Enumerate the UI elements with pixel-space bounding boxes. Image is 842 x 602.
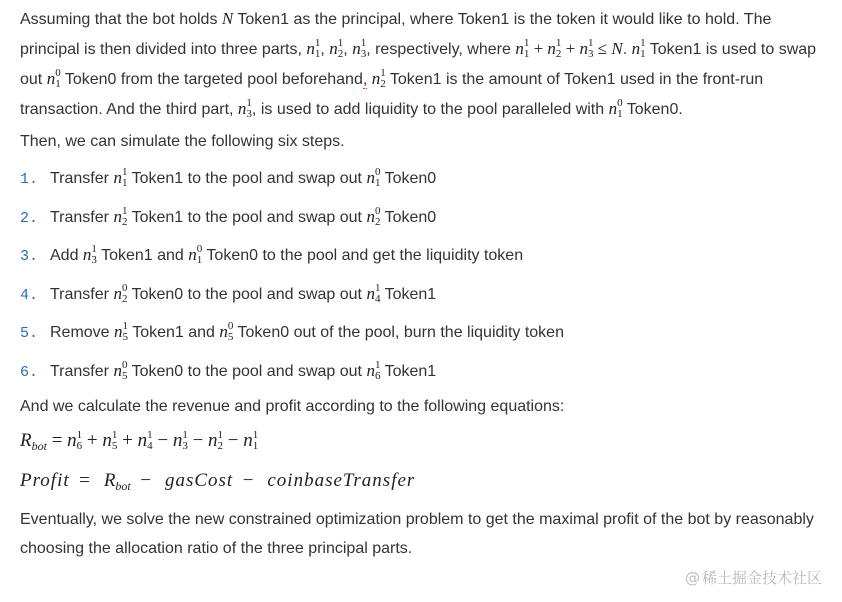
spellcheck-mark: , [362,71,368,88]
step-text: Remove [50,324,110,341]
math-n6-1: n 1 6 [366,358,381,382]
step-text: Transfer [50,285,109,303]
intro-text: Token0. [626,101,683,118]
step-number: 4. [20,286,39,304]
step-text: Token1 [384,285,437,303]
steps-intro: Then, we can simulate the following six steps. [20,133,345,150]
math-constraint: n 1 1 + n 1 2 + n 1 3 ≤ N [515,37,623,61]
step-number: 5. [20,325,39,342]
equations-intro: And we calculate the revenue and profit according to the following equations: [20,398,565,415]
math-N: N [221,9,234,28]
step-text: Token0 to the pool and swap out [131,362,362,380]
coinbase-term: coinbaseTransfer [267,470,416,491]
math-n5-1: n 1 5 [114,320,129,344]
step-text: Token0 out of the pool, burn the liquidity token [237,324,564,341]
step-text: Token1 to the pool and swap out [131,208,362,226]
math-n4-1: n 1 4 [366,281,381,305]
math-n2-1: n 1 2 [371,67,386,91]
math-n2-1: n 1 2 [329,37,344,61]
watermark-text: 稀土掘金技术社区 [701,569,822,587]
list-item [20,236,825,275]
step-text: Token1 to the pool and swap out [131,170,362,187]
math-n3-1: n 1 3 [82,243,97,267]
watermark [685,567,822,588]
math-n1-0: n 0 1 [608,97,623,121]
step-number: 1. [20,171,39,188]
math-n2-1: n 1 2 [113,204,128,228]
gascost-term: gasCost [164,470,234,491]
juejin-logo-icon: @ [684,569,700,587]
revenue-equation: $R_{bot} = n$ 1 6 + n 1 5 + n 1 4 − n 1 3 − n 1 2 − n 1 1 [20,428,259,453]
math-n1-0: n 0 1 [188,243,203,267]
step-text: Add [50,247,79,264]
step-text: Token0 to the pool and get the liquidity token [206,247,524,264]
step-text: Token0 [384,170,437,187]
step-text: Transfer [50,208,109,226]
profit-term: Profit [20,470,70,491]
intro-text: Assuming that the bot holds [20,11,218,28]
step-number: 2. [20,209,39,227]
step-text: Token1 and [132,324,215,341]
list-item [20,275,825,314]
math-n1-1: n 1 1 [306,37,321,61]
step-text: Token1 and [101,247,184,264]
step-text: Token0 to the pool and swap out [131,285,362,303]
math-n3-1: n 1 3 [237,97,252,121]
math-n5-0: n 0 5 [113,358,128,382]
math-n2-0: n 0 2 [113,281,128,305]
intro-text: Token0 from the targeted pool beforehand [64,71,363,88]
article-body [20,4,825,563]
step-text: Transfer [50,170,109,187]
math-n5-0: n 0 5 [219,320,234,344]
step-text: Transfer [50,362,109,380]
conclusion-paragraph: Eventually, we solve the new constrained optimization problem to get the maximal profit of the bot by reasonably choosing the allocation ratio of the three principal parts. [20,511,814,557]
list-item [20,313,825,352]
step-number: 6. [20,363,39,381]
steps-list [20,159,825,390]
math-n1-1: n 1 1 [113,166,128,190]
math-n2-0: n 0 2 [366,204,381,228]
intro-text: , is used to add liquidity to the pool paralleled with [251,101,605,118]
list-item [20,159,825,198]
step-text: Token0 [384,208,437,226]
intro-text: Token1 is the amount of Token1 used in the front-run transaction. And the third part, [20,71,764,118]
profit-equation: Profit = $R_{bot}$ − gasCost − coinbaseTransfer [20,470,416,493]
math-n1-1: n 1 1 [631,37,646,61]
math-n1-0: n 0 1 [366,166,381,190]
step-text: Token1 [384,362,437,380]
intro-text: Token1 as the principal, where Token1 is the token it would like to hold. The principal is then divided into three parts, [20,11,772,58]
list-item [20,352,825,391]
intro-text: , respectively, where [366,41,511,58]
list-item [20,198,825,237]
math-n3-1: n 1 3 [352,37,367,61]
math-n1-0: n 0 1 [46,67,61,91]
intro-text: Token1 is used to swap out [20,41,817,88]
step-number: 3. [20,248,39,265]
intro-paragraph: Assuming that the bot holds N Token1 as the principal, where Token1 is the token it would like to hold. The principal is then divided into three parts, n 1 1 , n 1 2 , n 1 3 , respectively, where n 1 1 + n 1 2 + n 1 3 ≤ N. n 1 1 Token1 is used to swap out n 0 1 Token0 from the targeted pool beforehand, n 1 2 Token1 is the amount of Token1 used in the front-run transaction. And the third part, n 1 3 , is used to add liquidity to the pool paralleled with n 0 1 Token0. [20,9,817,121]
